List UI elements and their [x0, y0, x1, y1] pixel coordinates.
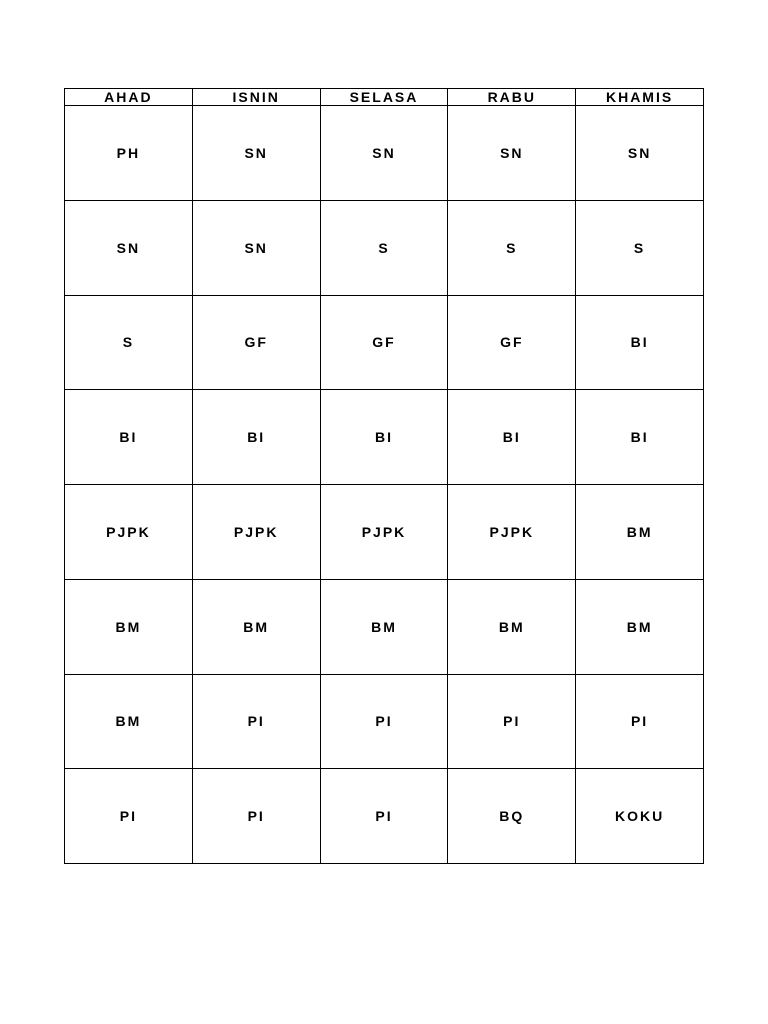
day-header-selasa: SELASA — [320, 89, 448, 106]
table-cell: SN — [576, 106, 704, 201]
table-cell: BI — [448, 390, 576, 485]
table-cell: BM — [65, 579, 193, 674]
table-cell: BM — [448, 579, 576, 674]
table-cell: PI — [320, 674, 448, 769]
table-cell: KOKU — [576, 769, 704, 864]
table-cell: PH — [65, 106, 193, 201]
table-cell: BM — [320, 579, 448, 674]
table-row — [65, 106, 704, 201]
table-row — [65, 769, 704, 864]
table-cell: PJPK — [65, 485, 193, 580]
table-cell: BM — [65, 674, 193, 769]
day-header-ahad: AHAD — [65, 89, 193, 106]
table-cell: BI — [320, 390, 448, 485]
timetable — [64, 88, 704, 864]
table-cell: BQ — [448, 769, 576, 864]
table-cell: PI — [65, 769, 193, 864]
table-cell: S — [65, 295, 193, 390]
table-cell: PJPK — [448, 485, 576, 580]
table-cell: S — [576, 200, 704, 295]
table-cell: BM — [192, 579, 320, 674]
table-cell: GF — [192, 295, 320, 390]
table-row — [65, 674, 704, 769]
table-cell: PI — [320, 769, 448, 864]
table-cell: PI — [576, 674, 704, 769]
table-cell: BI — [576, 295, 704, 390]
table-cell: SN — [192, 200, 320, 295]
table-cell: SN — [192, 106, 320, 201]
table-cell: BI — [576, 390, 704, 485]
table-cell: SN — [448, 106, 576, 201]
table-cell: PJPK — [320, 485, 448, 580]
table-cell: SN — [65, 200, 193, 295]
table-cell: BI — [65, 390, 193, 485]
table-row — [65, 295, 704, 390]
day-header-khamis: KHAMIS — [576, 89, 704, 106]
table-cell: S — [448, 200, 576, 295]
table-cell: PI — [192, 674, 320, 769]
table-cell: SN — [320, 106, 448, 201]
table-cell: BM — [576, 485, 704, 580]
table-row — [65, 485, 704, 580]
day-header-isnin: ISNIN — [192, 89, 320, 106]
table-cell: GF — [448, 295, 576, 390]
table-row — [65, 200, 704, 295]
day-header-rabu: RABU — [448, 89, 576, 106]
table-cell: BI — [192, 390, 320, 485]
timetable-header-row — [65, 89, 704, 106]
table-cell: GF — [320, 295, 448, 390]
table-cell: S — [320, 200, 448, 295]
table-cell: PI — [448, 674, 576, 769]
table-row — [65, 390, 704, 485]
table-cell: BM — [576, 579, 704, 674]
table-cell: PI — [192, 769, 320, 864]
table-cell: PJPK — [192, 485, 320, 580]
table-row — [65, 579, 704, 674]
